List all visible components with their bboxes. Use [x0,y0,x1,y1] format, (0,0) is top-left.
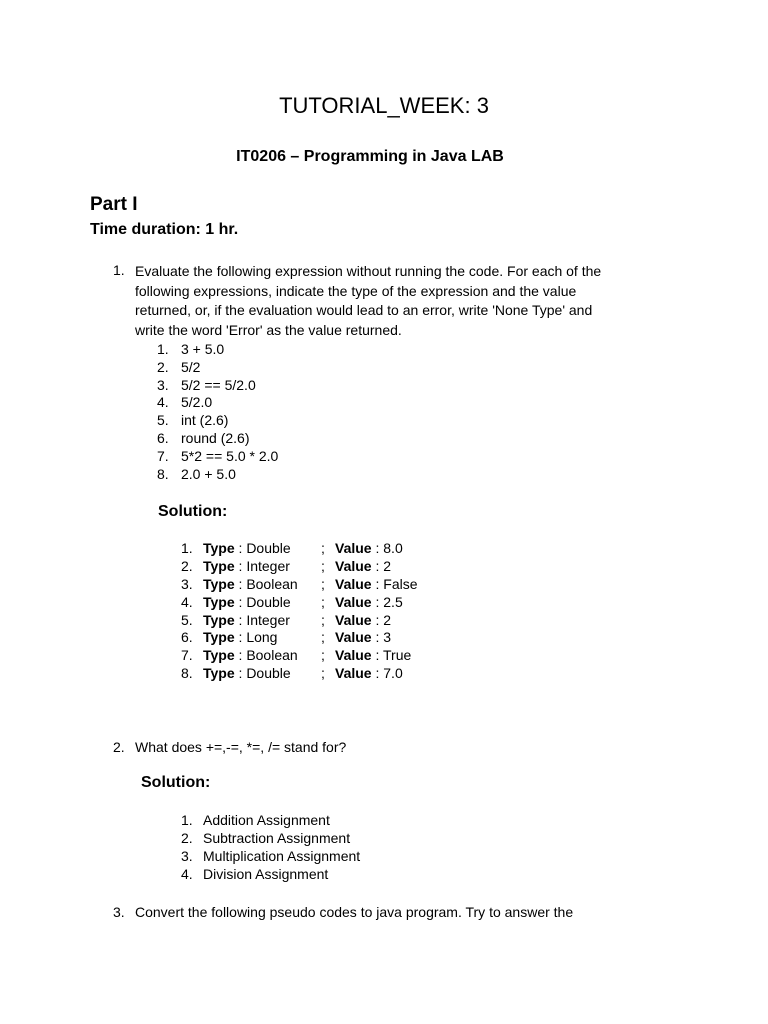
list-item: 4. 5/2.0 [157,394,213,411]
expression-list [157,341,278,483]
result-value: 3 [383,629,392,646]
result-value: 2 [383,611,392,628]
result-value: 8.0 [383,540,403,556]
value-label: Value [335,575,372,592]
result-value: True [383,647,412,664]
result-value: 2.5 [383,593,403,610]
value-label: Value [335,593,372,610]
time-duration: Time duration: 1 hr. [90,221,239,238]
solution-row: 1. Type : Double ; Value : 8.0 [181,540,403,556]
solution-row: 3. Type : Boolean ; Value : False [181,575,418,592]
solution-list [181,540,418,683]
value-label: Value [335,665,372,682]
type-value: Long [246,629,278,646]
question-text: Convert the following pseudo codes to java program. Try to answer the [135,904,574,920]
question-line: write the word 'Error' as the value returned. [135,321,402,338]
solution-heading: Solution: [158,503,228,520]
list-item: 2. Subtraction Assignment [181,830,351,846]
type-value: Boolean [246,575,298,592]
type-label: Type [203,665,235,682]
answer-list [181,812,360,884]
type-label: Type [203,593,235,610]
type-value: Integer [246,611,290,628]
type-value: Double [246,593,291,610]
solution-row: 8. Type : Double ; Value : 7.0 [181,665,403,682]
question-line: following expressions, indicate the type of the expression and the value [135,282,577,299]
type-value: Integer [246,557,290,574]
solution-row: 5. Type : Integer ; Value : 2 [181,611,392,628]
type-label: Type [203,557,235,574]
list-item: 2. 5/2 [157,358,201,375]
result-value: False [383,575,418,592]
type-value: Boolean [246,647,298,664]
list-item: 8. 2.0 + 5.0 [157,465,236,482]
type-label: Type [203,575,235,592]
value-label: Value [335,629,372,646]
type-label: Type [203,540,235,556]
question-line: Evaluate the following expression without running the code. For each of the [135,263,602,279]
list-item: 4. Division Assignment [181,866,329,882]
value-label: Value [335,540,372,556]
list-item: 6. round (2.6) [157,429,250,446]
list-item: 1. 3 + 5.0 [157,341,225,357]
list-item: 3. Multiplication Assignment [181,848,361,864]
list-item: 3. 5/2 == 5/2.0 [157,376,256,393]
type-label: Type [203,629,235,646]
solution-row: 2. Type : Integer ; Value : 2 [181,557,392,574]
question-number: 2. [113,739,125,755]
list-item: 7. 5*2 == 5.0 * 2.0 [157,447,279,464]
value-label: Value [335,647,372,664]
solution-row: 7. Type : Boolean ; Value : True [181,647,412,664]
page-title: TUTORIAL_WEEK: 3 [279,93,489,118]
solution-row: 6. Type : Long ; Value : 3 [181,629,392,646]
question-number: 1. [113,262,125,278]
type-label: Type [203,611,235,628]
type-value: Double [246,665,291,682]
type-value: Double [246,540,291,556]
question-text [135,262,601,340]
value-label: Value [335,611,372,628]
value-label: Value [335,557,372,574]
question-text: What does +=,-=, *=, /= stand for? [135,739,347,755]
type-label: Type [203,647,235,664]
result-value: 2 [383,557,392,574]
list-item: 5. int (2.6) [157,412,229,429]
question-number: 3. [113,904,125,920]
solution-row: 4. Type : Double ; Value : 2.5 [181,593,403,610]
result-value: 7.0 [383,665,403,682]
solution-heading: Solution: [141,774,211,791]
question-line: returned, or, if the evaluation would lead to an error, write 'None Type' and [135,302,593,318]
list-item: 1. Addition Assignment [181,812,330,828]
part-heading: Part I [90,194,138,215]
course-subtitle: IT0206 – Programming in Java LAB [236,148,504,165]
